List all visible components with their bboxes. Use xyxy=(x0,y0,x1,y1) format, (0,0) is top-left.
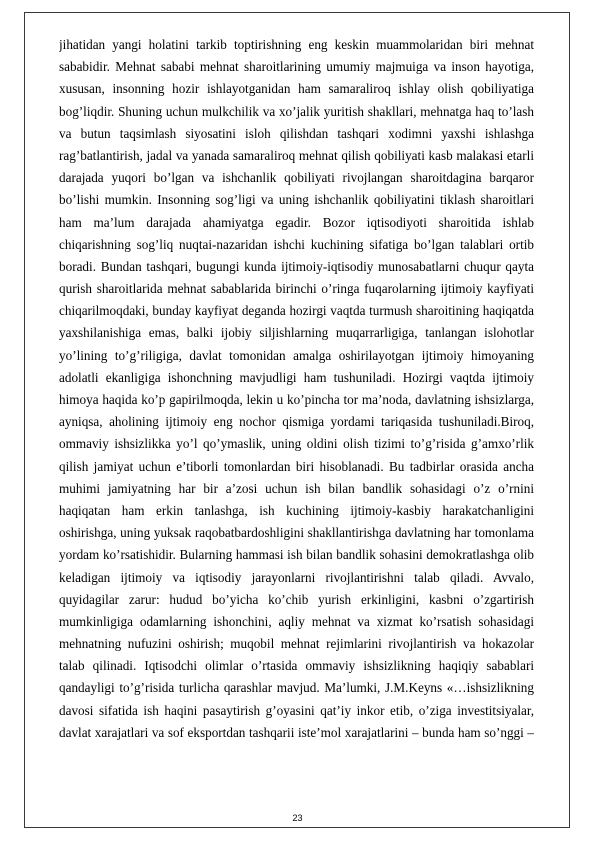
text-line: qilish jamiyat uchun e’tiborli tomonlardan biri hisoblanadi. Bu tadbirlar orasida ancha xyxy=(59,458,534,474)
text-line: davosi sifatida ish haqini pasaytirish g’oyasini qat’iy inkor etib, o’ziga investitsiyalar, xyxy=(59,702,534,718)
text-line: haqiqatan ham erkin tanlashga, ish kuchining ijtimoiy-kasbiy harakatchanligini xyxy=(59,502,534,518)
text-line: keladigan ijtimoiy va iqtisodiy jarayonlarni rivojlantirishni talab qiladi. Avvalo, xyxy=(59,569,534,585)
body-text xyxy=(59,34,534,744)
text-line: adolatli ekanligiga ishonchning mavjudligi ham tushuniladi. Hozirgi vaqtda ijtimoiy xyxy=(59,369,534,385)
text-line: sababidir. Mehnat sababi mehnat sharoitlarining umumiy majmuiga va inson hayotiga, xyxy=(59,59,534,75)
text-line: boradi. Bundan tashqari, bugungi kunda ijtimoiy-iqtisodiy munosabatlarni chuqur qayta xyxy=(59,258,534,274)
text-line: rag’batlantirish, jadal va yanada samaraliroq mehnat qilish qobiliyati kasb malakasi etarli xyxy=(59,147,534,163)
text-line: oshirishga, uning yuksak raqobatbardoshligini shakllantirishga davlatning har tomonlama xyxy=(59,525,534,541)
text-line: talab qilinadi. Iqtisodchi olimlar o’rtasida ommaviy ishsizlikning haqiqiy sabablari xyxy=(59,658,534,674)
text-line: yo’lining to’g’riligiga, davlat tomonidan amalga oshirilayotgan ijtimoiy himoyaning xyxy=(59,347,534,363)
text-line: qandayligi to’g’risida turlicha qarashlar mavjud. Ma’lumki, J.M.Keyns «…ishsizlikning xyxy=(59,680,534,696)
text-line: ommaviy ishsizlikka yo’l qo’ymaslik, uning oldini olish tizimi to’g’risida g’amxo’rlik xyxy=(59,436,534,452)
text-line: mumkinligiga odamlarning ishonchini, aqliy mehnat va xizmat ko’rsatish sohasidagi xyxy=(59,613,534,629)
text-line: himoya haqida ko’p gapirilmoqda, lekin u ko’pincha tor ma’noda, davlatning ishsizlarga, xyxy=(59,392,534,407)
text-line: xususan, insonning hozir ishlayotganidan ham samaraliroq ishlay olish qobiliyatiga xyxy=(59,81,534,97)
text-line: bog’liqdir. Shuning uchun mulkchilik va xo’jalik yuritish shakllari, mehnatga haq to’lash xyxy=(59,103,534,119)
text-line: chiqarilmoqdaki, bunday kayfiyat deganda hozirgi vaqtda turmush sharoitining haqiqatda xyxy=(59,303,534,319)
text-line: jihatidan yangi holatini tarkib toptirishning eng keskin muammolaridan biri mehnat xyxy=(59,37,534,52)
text-line: mehnatning nufuzini oshirish; muqobil mehnat rejimlarini rivojlantirish va hokazolar xyxy=(59,636,534,652)
text-line: qurish sharoitlarida mehnat sabablarida birinchi o’ringa fuqarolarning ijtimoiy kayfiyati xyxy=(59,281,534,297)
text-line: bo’lishi mumkin. Insonning sog’ligi va uning ishchanlik qobiliyatini tiklash sharoitlari xyxy=(59,192,534,208)
text-line: yordam ko’rsatishidir. Bularning hammasi ish bilan bandlik sohasini demokratlashga olib xyxy=(59,547,534,563)
text-line: muhimi jamiyatning har bir a’zosi uchun ish bilan bandlik sohasidagi o’z o’rnini xyxy=(59,480,534,496)
page-number: 23 xyxy=(292,813,303,823)
text-line: ham ma’lum darajada ahamiyatga egadir. Bozor iqtisodiyoti sharoitida ishlab xyxy=(59,214,534,230)
text-line: quyidagilar zarur: hudud bo’yicha ko’chib yurish erkinligini, kasbni o’zgartirish xyxy=(59,591,534,607)
text-line: darajada yuqori bo’lgan va ishchanlik qobiliyati rivojlangan sharoitdagina barqaror xyxy=(59,170,534,186)
text-line: chiqarishning sog’liq nuqtai-nazaridan ishchi kuchining sifatiga bo’lgan talablari ortib xyxy=(59,236,534,252)
text-line: yaxshilanishiga emas, balki ijobiy siljishlarning muqarrarligiga, tanlangan islohotlar xyxy=(59,325,534,341)
text-line: davlat xarajatlari va sof eksportdan tashqarii iste’mol xarajatlarini – bunda ham so’nggi – xyxy=(59,724,534,740)
text-line: ayniqsa, aholining ijtimoiy eng nochor qismiga yordami tariqasida tushuniladi.Biroq, xyxy=(59,414,534,430)
text-line: va butun taqsimlash siyosatini isloh qilishdan tashqari xodimni yaxshi ishlashga xyxy=(59,125,534,141)
